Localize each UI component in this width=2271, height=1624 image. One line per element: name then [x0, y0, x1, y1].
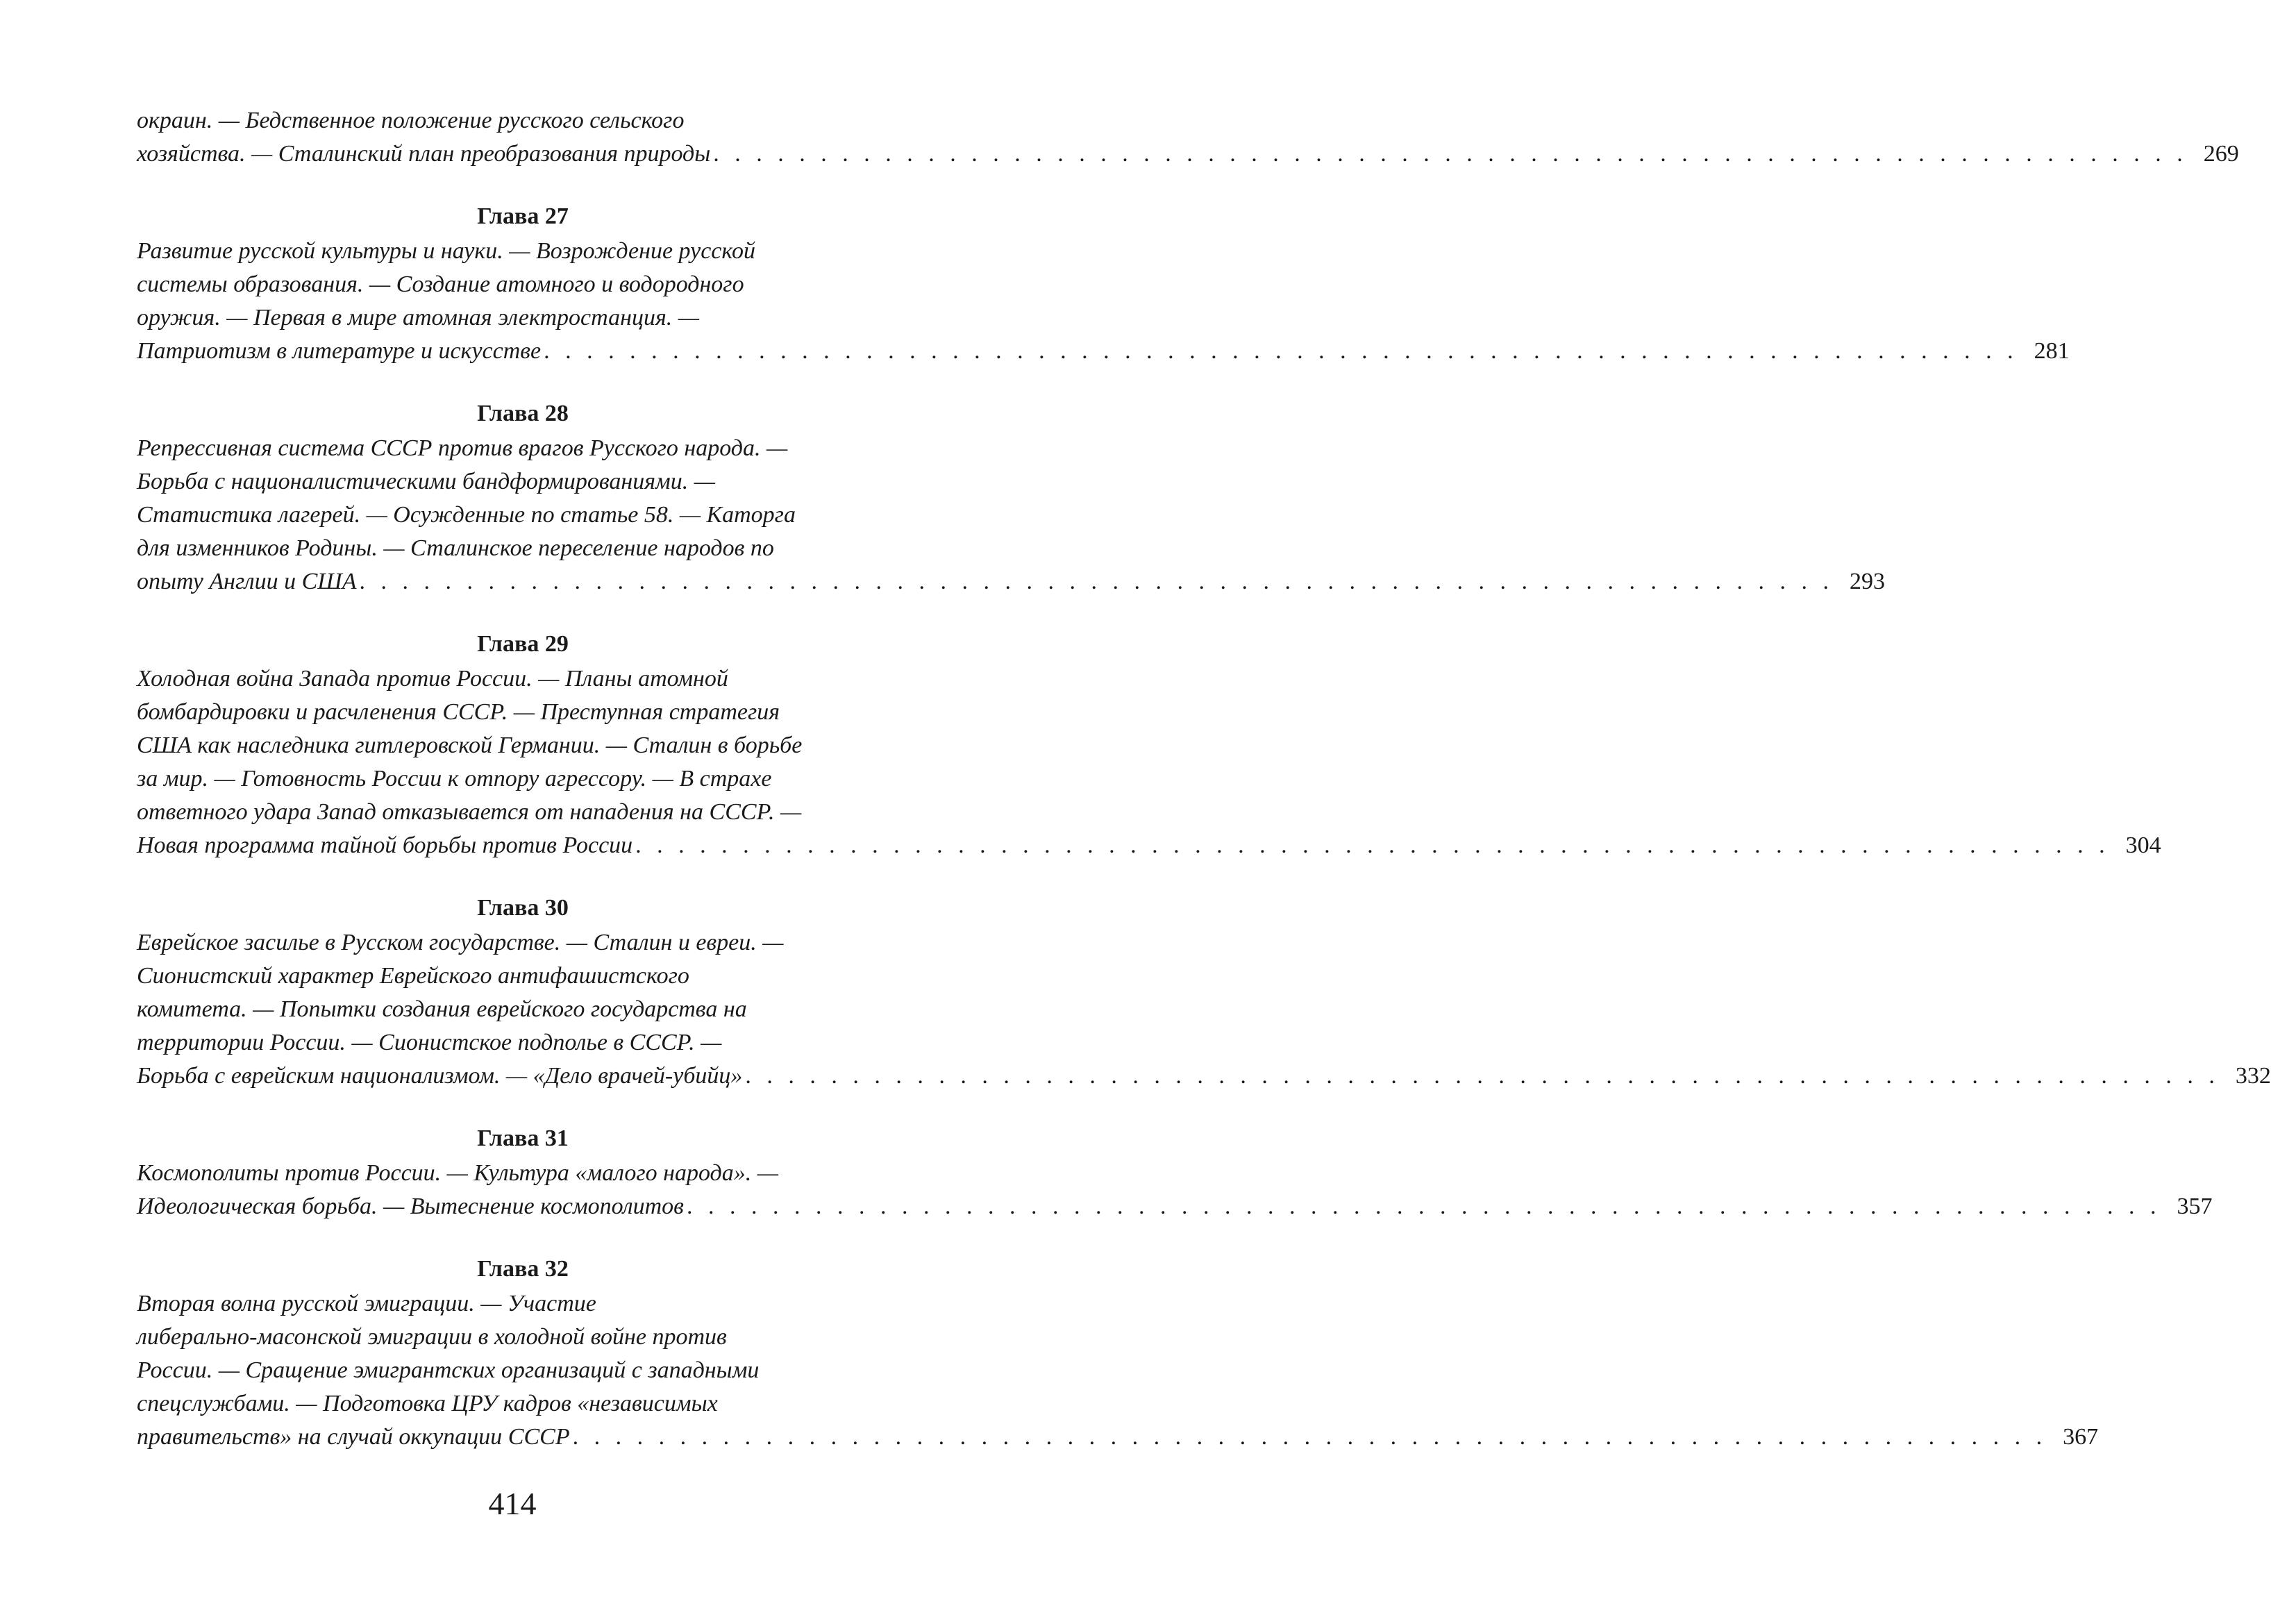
leader-dots: . . . . . . . . . . . . . . . . . . . . . . . . . . . . . . . . . . . . . . . . . . . . . . . . . . . . . . . . . . . . . . . . . . . . . — [544, 338, 2018, 364]
entry-line-last — [137, 137, 2239, 171]
entry-line-text: правительств» на случай оккупации СССР — [137, 1424, 570, 1450]
entry-line-last — [137, 1421, 2099, 1454]
page-number: 357 — [2177, 1194, 2213, 1219]
chapter-title: Глава 32 — [477, 1256, 569, 1282]
chapter-title: Глава 30 — [477, 895, 569, 921]
toc-entry-chapter-27 — [137, 200, 2070, 368]
leader-dots: . . . . . . . . . . . . . . . . . . . . . . . . . . . . . . . . . . . . . . . . . . . . . . . . . . . . . . . . . . . . . . . . . . . . . — [686, 1194, 2161, 1219]
table-of-contents — [137, 104, 2271, 1454]
entry-line: оружия. — Первая в мире атомная электростанция. — — [137, 305, 699, 330]
toc-entry-chapter-28 — [137, 397, 1886, 598]
toc-entry-chapter-29 — [137, 628, 2161, 862]
toc-entry-intro — [137, 104, 2239, 171]
leader-dots: . . . . . . . . . . . . . . . . . . . . . . . . . . . . . . . . . . . . . . . . . . . . . . . . . . . . . . . . . . . . . . . . . . . . . — [635, 832, 2110, 858]
entry-line: Борьба с националистическими бандформированиями. — — [137, 469, 715, 494]
entry-line-last — [137, 1190, 2213, 1223]
leader-dots: . . . . . . . . . . . . . . . . . . . . . . . . . . . . . . . . . . . . . . . . . . . . . . . . . . . . . . . . . . . . . . . . . . . . . — [713, 141, 2188, 167]
page-number: 367 — [2063, 1424, 2099, 1450]
page-number: 304 — [2125, 832, 2161, 858]
entry-line: территории России. — Сионистское подполье в СССР. — — [137, 1030, 722, 1055]
page-folio-number: 414 — [488, 1486, 537, 1521]
entry-line-text: Новая программа тайной борьбы против России — [137, 832, 633, 858]
page-number: 281 — [2034, 338, 2070, 364]
entry-line: Статистика лагерей. — Осужденные по статье 58. — Каторга — [137, 502, 796, 528]
entry-line: бомбардировки и расчленения СССР. — Преступная стратегия — [137, 699, 780, 725]
chapter-title: Глава 29 — [477, 631, 569, 657]
entry-line: системы образования. — Создание атомного и водородного — [137, 271, 744, 297]
entry-line-text: Идеологическая борьба. — Вытеснение космополитов — [137, 1194, 684, 1219]
chapter-title: Глава 31 — [477, 1125, 569, 1151]
entry-line: спецслужбами. — Подготовка ЦРУ кадров «независимых — [137, 1391, 718, 1416]
entry-line-last — [137, 335, 2070, 368]
entry-line: Холодная война Запада против России. — Планы атомной — [137, 666, 728, 692]
entry-line: либерально-масонской эмиграции в холодной войне против — [137, 1324, 727, 1350]
entry-line-last — [137, 565, 1886, 598]
entry-line: Сионистский характер Еврейского антифашистского — [137, 963, 689, 989]
entry-line: России. — Сращение эмигрантских организаций с западными — [137, 1357, 760, 1383]
entry-line-text: Патриотизм в литературе и искусстве — [137, 338, 542, 364]
leader-dots: . . . . . . . . . . . . . . . . . . . . . . . . . . . . . . . . . . . . . . . . . . . . . . . . . . . . . . . . . . . . . . . . . . . . . — [572, 1424, 2047, 1450]
entry-line: Еврейское засилье в Русском государстве. — Сталин и евреи. — — [137, 930, 784, 955]
page-number: 332 — [2235, 1063, 2271, 1089]
entry-line: окраин. — Бедственное положение русского сельского — [137, 108, 685, 133]
entry-line: для изменников Родины. — Сталинское переселение народов по — [137, 535, 774, 561]
entry-line: ответного удара Запад отказывается от нападения на СССР. — — [137, 799, 802, 825]
entry-line: США как наследника гитлеровской Германии. — Сталин в борьбе — [137, 733, 803, 758]
entry-line: Вторая волна русской эмиграции. — Участие — [137, 1291, 596, 1316]
entry-line: Космополиты против России. — Культура «малого народа». — — [137, 1160, 778, 1186]
entry-line: Репрессивная система СССР против врагов Русского народа. — — [137, 435, 788, 461]
chapter-title: Глава 28 — [477, 401, 569, 426]
toc-entry-chapter-32 — [137, 1253, 2099, 1454]
entry-line-last — [137, 829, 2161, 862]
entry-line: за мир. — Готовность России к отпору агрессору. — В страхе — [137, 766, 772, 792]
page-number: 293 — [1850, 569, 1886, 594]
leader-dots: . . . . . . . . . . . . . . . . . . . . . . . . . . . . . . . . . . . . . . . . . . . . . . . . . . . . . . . . . . . . . . . . . . . . . — [359, 569, 1834, 594]
page-number: 269 — [2203, 141, 2239, 167]
entry-line-text: Борьба с еврейским национализмом. — «Дело врачей-убийц» — [137, 1063, 743, 1089]
entry-line: комитета. — Попытки создания еврейского государства на — [137, 996, 747, 1022]
entry-line-last — [137, 1060, 2271, 1093]
chapter-title: Глава 27 — [477, 203, 569, 229]
entry-line-text: опыту Англии и США — [137, 569, 357, 594]
leader-dots: . . . . . . . . . . . . . . . . . . . . . . . . . . . . . . . . . . . . . . . . . . . . . . . . . . . . . . . . . . . . . . . . . . . . . — [745, 1063, 2220, 1089]
entry-line: Развитие русской культуры и науки. — Возрождение русской — [137, 238, 755, 264]
toc-entry-chapter-31 — [137, 1122, 2213, 1223]
entry-line-text: хозяйства. — Сталинский план преобразования природы — [137, 141, 711, 167]
toc-entry-chapter-30 — [137, 891, 2271, 1093]
